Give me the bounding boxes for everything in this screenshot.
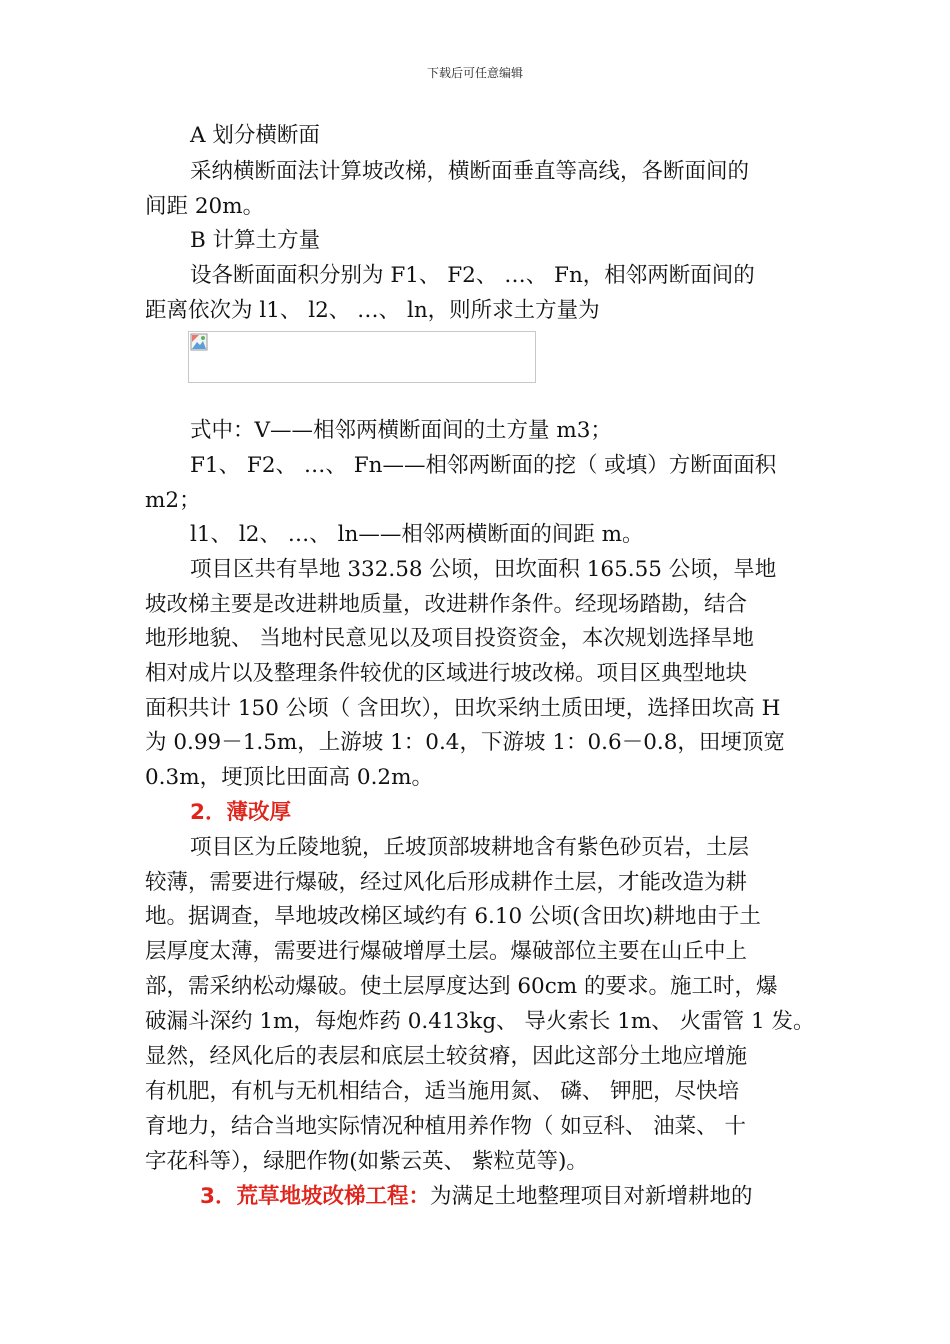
paragraph-line: 层厚度太薄，需要进行爆破增厚土层。爆破部位主要在山丘中上: [145, 939, 748, 964]
paragraph-line: 破漏斗深约 1m，每炮炸药 0.413kg、 导火索长 1m、 火雷管 1 发。: [145, 1009, 815, 1034]
formula-legend-line: 式中：V——相邻两横断面间的土方量 m3；: [190, 418, 612, 443]
page-header: 下载后可任意编辑: [426, 66, 523, 80]
paragraph-line: 项目区共有旱地 332.58 公顷，田坎面积 165.55 公顷，旱地: [190, 557, 777, 582]
section-heading-3: 3．荒草地坡改梯工程：: [200, 1184, 430, 1209]
section-intro-text: 为满足土地整理项目对新增耕地的: [429, 1184, 753, 1209]
paragraph-line: 地形地貌、 当地村民意见以及项目投资资金，本次规划选择旱地: [145, 626, 754, 651]
paragraph-line: 面积共计 150 公顷（ 含田坎），田坎采纳土质田埂，选择田坎高 H: [145, 696, 781, 721]
paragraph-line: 部，需采纳松动爆破。使土层厚度达到 60cm 的要求。施工时，爆: [145, 974, 778, 999]
paragraph-line: 坡改梯主要是改进耕地质量，改进耕作条件。经现场踏勘，结合: [145, 592, 748, 617]
paragraph-line: 设各断面面积分别为 F1、 F2、 …、 Fn，相邻两断面间的: [190, 263, 755, 288]
paragraph-line: 相对成片以及整理条件较优的区域进行坡改梯。项目区典型地块: [145, 661, 748, 686]
formula-legend-line: m2；: [145, 488, 201, 513]
paragraph-line: 距离依次为 l1、 l2、 …、 ln，则所求土方量为: [145, 298, 600, 323]
paragraph-line: 地。据调查，旱地坡改梯区域约有 6.10 公顷(含田坎)耕地由于土: [145, 904, 761, 929]
formula-image-placeholder: [188, 331, 536, 383]
paragraph-line: 显然，经风化后的表层和底层土较贫瘠，因此这部分土地应增施: [145, 1044, 748, 1069]
paragraph-line: 项目区为丘陵地貌，丘坡顶部坡耕地含有紫色砂页岩，土层: [190, 835, 750, 860]
paragraph-line: 为 0.99－1.5m，上游坡 1：0.4，下游坡 1：0.6－0.8，田埂顶宽: [145, 730, 785, 755]
section-heading-2: 2．薄改厚: [190, 800, 291, 825]
paragraph-line: 有机肥，有机与无机相结合，适当施用氮、 磷、 钾肥，尽快培: [145, 1079, 740, 1104]
subheading-b: B 计算土方量: [190, 228, 321, 253]
subheading-a: A 划分横断面: [190, 123, 320, 148]
paragraph-line: 采纳横断面法计算坡改梯，横断面垂直等高线，各断面间的: [190, 159, 750, 184]
paragraph-line: 0.3m，埂顶比田面高 0.2m。: [145, 765, 433, 790]
paragraph-line: 育地力，结合当地实际情况种植用养作物（ 如豆科、 油菜、 十: [145, 1114, 747, 1139]
paragraph-line: 较薄，需要进行爆破，经过风化后形成耕作土层，才能改造为耕: [145, 870, 748, 895]
broken-image-icon: [190, 333, 208, 351]
section-heading-3-line: [200, 1182, 752, 1212]
paragraph-line: 间距 20m。: [145, 194, 265, 219]
paragraph-line: 字花科等），绿肥作物(如紫云英、 紫粒苋等)。: [145, 1149, 588, 1174]
formula-legend-line: l1、 l2、 …、 ln——相邻两横断面的间距 m。: [190, 522, 644, 547]
formula-legend-line: F1、 F2、 …、 Fn——相邻两断面的挖（ 或填）方断面面积: [190, 453, 777, 478]
